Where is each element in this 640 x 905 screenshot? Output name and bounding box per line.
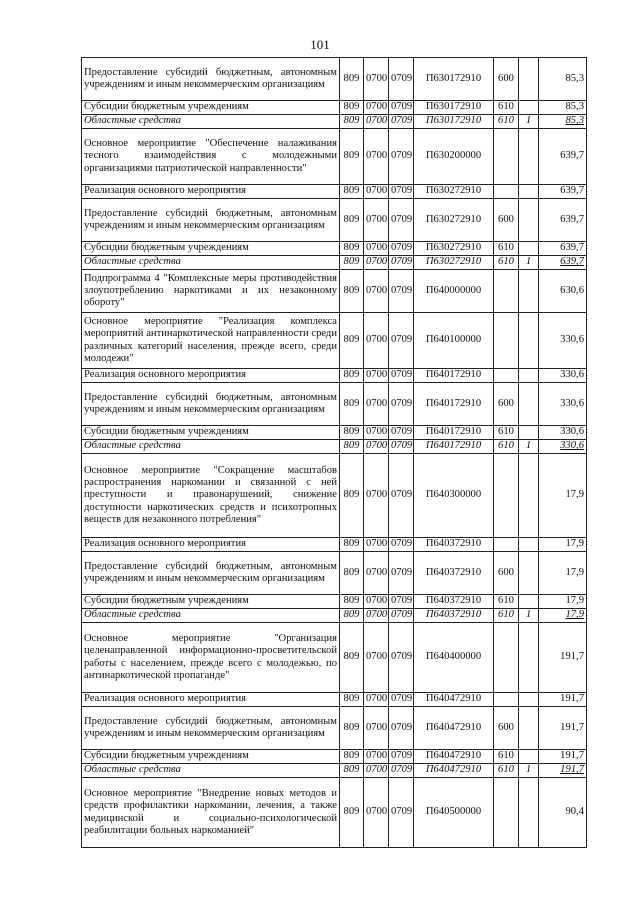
target-article-code: П640400000 — [414, 623, 494, 693]
section-code: 0700 — [364, 778, 389, 848]
section-code: 0700 — [364, 764, 389, 778]
row-name: Субсидии бюджетным учреждениям — [82, 101, 340, 115]
section-code: 0700 — [364, 693, 389, 707]
row-name: Основное мероприятие "Обеспечение налаживания тесного взаимодействия с молодежными организациями патриотической направленности" — [82, 129, 340, 185]
amount: 630,6 — [539, 270, 587, 313]
amount: 191,7 — [539, 707, 587, 750]
row-name: Субсидии бюджетным учреждениям — [82, 242, 340, 256]
amount: 90,4 — [539, 778, 587, 848]
ved-code: 809 — [340, 538, 364, 552]
target-article-code: П640372910 — [414, 609, 494, 623]
subsection-code: 0709 — [389, 623, 414, 693]
row-name: Основное мероприятие "Реализация комплекса мероприятий антинаркотической направленности среди различных категорий населения, прежде всего, среди молодежи" — [82, 313, 340, 369]
subsection-code: 0709 — [389, 750, 414, 764]
ved-code: 809 — [340, 778, 364, 848]
table-row — [82, 426, 587, 440]
ved-code: 809 — [340, 454, 364, 538]
table-row — [82, 552, 587, 595]
section-code: 0700 — [364, 623, 389, 693]
ved-code: 809 — [340, 199, 364, 242]
target-article-code: П630200000 — [414, 129, 494, 185]
ved-code: 809 — [340, 369, 364, 383]
row-name: Реализация основного мероприятия — [82, 185, 340, 199]
funding-source-code — [519, 595, 539, 609]
ved-code: 809 — [340, 693, 364, 707]
target-article-code: П630172910 — [414, 101, 494, 115]
section-code: 0700 — [364, 609, 389, 623]
amount: 639,7 — [539, 256, 587, 270]
funding-source-code: 1 — [519, 764, 539, 778]
section-code: 0700 — [364, 242, 389, 256]
target-article-code: П640172910 — [414, 440, 494, 454]
row-name: Областные средства — [82, 609, 340, 623]
row-name: Предоставление субсидий бюджетным, автономным учреждениям и иным некоммерческим организациям — [82, 58, 340, 101]
ved-code: 809 — [340, 256, 364, 270]
ved-code: 809 — [340, 383, 364, 426]
row-name: Реализация основного мероприятия — [82, 538, 340, 552]
section-code: 0700 — [364, 595, 389, 609]
ved-code: 809 — [340, 707, 364, 750]
expense-type-code — [494, 270, 519, 313]
amount: 639,7 — [539, 129, 587, 185]
table-row — [82, 101, 587, 115]
row-name: Предоставление субсидий бюджетным, автономным учреждениям и иным некоммерческим организациям — [82, 552, 340, 595]
row-name: Областные средства — [82, 764, 340, 778]
row-name: Субсидии бюджетным учреждениям — [82, 595, 340, 609]
funding-source-code: 1 — [519, 115, 539, 129]
expense-type-code: 610 — [494, 256, 519, 270]
amount: 17,9 — [539, 538, 587, 552]
funding-source-code — [519, 270, 539, 313]
section-code: 0700 — [364, 538, 389, 552]
subsection-code: 0709 — [389, 609, 414, 623]
row-name: Предоставление субсидий бюджетным, автономным учреждениям и иным некоммерческим организациям — [82, 707, 340, 750]
expense-type-code: 600 — [494, 199, 519, 242]
funding-source-code — [519, 369, 539, 383]
subsection-code: 0709 — [389, 552, 414, 595]
section-code: 0700 — [364, 383, 389, 426]
target-article-code: П640472910 — [414, 764, 494, 778]
expense-type-code: 610 — [494, 764, 519, 778]
subsection-code: 0709 — [389, 383, 414, 426]
section-code: 0700 — [364, 426, 389, 440]
expense-type-code — [494, 693, 519, 707]
subsection-code: 0709 — [389, 115, 414, 129]
subsection-code: 0709 — [389, 129, 414, 185]
ved-code: 809 — [340, 242, 364, 256]
funding-source-code — [519, 185, 539, 199]
ved-code: 809 — [340, 552, 364, 595]
target-article-code: П640372910 — [414, 552, 494, 595]
row-name: Предоставление субсидий бюджетным, автономным учреждениям и иным некоммерческим организациям — [82, 383, 340, 426]
funding-source-code — [519, 129, 539, 185]
subsection-code: 0709 — [389, 454, 414, 538]
amount: 191,7 — [539, 750, 587, 764]
target-article-code: П640000000 — [414, 270, 494, 313]
subsection-code: 0709 — [389, 440, 414, 454]
amount: 191,7 — [539, 764, 587, 778]
ved-code: 809 — [340, 270, 364, 313]
amount: 639,7 — [539, 199, 587, 242]
table-row — [82, 313, 587, 369]
target-article-code: П640100000 — [414, 313, 494, 369]
row-name: Основное мероприятие "Сокращение масштабов распространения наркомании и связанной с ней преступности и правонарушений, снижение доступности наркотических средств и психотропных веществ для незаконного потребления" — [82, 454, 340, 538]
ved-code: 809 — [340, 595, 364, 609]
expense-type-code — [494, 185, 519, 199]
target-article-code: П630272910 — [414, 185, 494, 199]
row-name: Областные средства — [82, 440, 340, 454]
ved-code: 809 — [340, 101, 364, 115]
funding-source-code — [519, 693, 539, 707]
subsection-code: 0709 — [389, 242, 414, 256]
table-row — [82, 58, 587, 101]
amount: 191,7 — [539, 693, 587, 707]
section-code: 0700 — [364, 129, 389, 185]
section-code: 0700 — [364, 552, 389, 595]
table-row — [82, 707, 587, 750]
ved-code: 809 — [340, 129, 364, 185]
amount: 639,7 — [539, 185, 587, 199]
target-article-code: П640300000 — [414, 454, 494, 538]
table-row — [82, 609, 587, 623]
row-name: Реализация основного мероприятия — [82, 369, 340, 383]
ved-code: 809 — [340, 623, 364, 693]
subsection-code: 0709 — [389, 101, 414, 115]
funding-source-code — [519, 552, 539, 595]
section-code: 0700 — [364, 101, 389, 115]
funding-source-code — [519, 58, 539, 101]
expense-type-code — [494, 778, 519, 848]
funding-source-code — [519, 313, 539, 369]
amount: 330,6 — [539, 440, 587, 454]
amount: 85,3 — [539, 101, 587, 115]
subsection-code: 0709 — [389, 426, 414, 440]
section-code: 0700 — [364, 313, 389, 369]
amount: 330,6 — [539, 313, 587, 369]
target-article-code: П640500000 — [414, 778, 494, 848]
funding-source-code: 1 — [519, 440, 539, 454]
section-code: 0700 — [364, 270, 389, 313]
expense-type-code — [494, 623, 519, 693]
table-row — [82, 693, 587, 707]
section-code: 0700 — [364, 256, 389, 270]
funding-source-code — [519, 750, 539, 764]
amount: 330,6 — [539, 383, 587, 426]
table-row — [82, 115, 587, 129]
table-row — [82, 242, 587, 256]
amount: 17,9 — [539, 454, 587, 538]
table-row — [82, 595, 587, 609]
table-row — [82, 383, 587, 426]
section-code: 0700 — [364, 440, 389, 454]
funding-source-code — [519, 454, 539, 538]
expense-type-code: 610 — [494, 426, 519, 440]
section-code: 0700 — [364, 115, 389, 129]
subsection-code: 0709 — [389, 256, 414, 270]
row-name: Субсидии бюджетным учреждениям — [82, 750, 340, 764]
row-name: Областные средства — [82, 115, 340, 129]
table-row — [82, 129, 587, 185]
section-code: 0700 — [364, 707, 389, 750]
expense-type-code — [494, 313, 519, 369]
expense-type-code: 610 — [494, 750, 519, 764]
ved-code: 809 — [340, 115, 364, 129]
subsection-code: 0709 — [389, 58, 414, 101]
table-row — [82, 256, 587, 270]
target-article-code: П640472910 — [414, 707, 494, 750]
target-article-code: П630172910 — [414, 58, 494, 101]
row-name: Основное мероприятие "Внедрение новых методов и средств профилактики наркомании, лечения, а также медицинской и социально-психологической реабилитации больных наркоманией" — [82, 778, 340, 848]
expense-type-code: 610 — [494, 595, 519, 609]
target-article-code: П640372910 — [414, 595, 494, 609]
table-row — [82, 778, 587, 848]
expense-type-code — [494, 538, 519, 552]
table-row — [82, 270, 587, 313]
amount: 191,7 — [539, 623, 587, 693]
expense-type-code: 600 — [494, 383, 519, 426]
target-article-code: П630272910 — [414, 199, 494, 242]
table-row — [82, 750, 587, 764]
funding-source-code — [519, 778, 539, 848]
amount: 639,7 — [539, 242, 587, 256]
row-name: Предоставление субсидий бюджетным, автономным учреждениям и иным некоммерческим организациям — [82, 199, 340, 242]
subsection-code: 0709 — [389, 595, 414, 609]
funding-source-code: 1 — [519, 256, 539, 270]
table-row — [82, 185, 587, 199]
target-article-code: П640472910 — [414, 693, 494, 707]
amount: 85,3 — [539, 115, 587, 129]
ved-code: 809 — [340, 609, 364, 623]
ved-code: 809 — [340, 426, 364, 440]
target-article-code: П630172910 — [414, 115, 494, 129]
amount: 17,9 — [539, 609, 587, 623]
section-code: 0700 — [364, 185, 389, 199]
row-name: Реализация основного мероприятия — [82, 693, 340, 707]
amount: 330,6 — [539, 369, 587, 383]
budget-table — [81, 57, 587, 848]
section-code: 0700 — [364, 750, 389, 764]
section-code: 0700 — [364, 454, 389, 538]
subsection-code: 0709 — [389, 693, 414, 707]
target-article-code: П640172910 — [414, 426, 494, 440]
subsection-code: 0709 — [389, 199, 414, 242]
funding-source-code — [519, 101, 539, 115]
expense-type-code: 610 — [494, 609, 519, 623]
target-article-code: П630272910 — [414, 242, 494, 256]
amount: 85,3 — [539, 58, 587, 101]
funding-source-code — [519, 538, 539, 552]
table-row — [82, 199, 587, 242]
expense-type-code: 610 — [494, 440, 519, 454]
target-article-code: П640472910 — [414, 750, 494, 764]
expense-type-code: 600 — [494, 58, 519, 101]
funding-source-code — [519, 199, 539, 242]
row-name: Подпрограмма 4 "Комплексные меры противодействия злоупотреблению наркотиками и их незаконному обороту" — [82, 270, 340, 313]
ved-code: 809 — [340, 750, 364, 764]
table-row — [82, 440, 587, 454]
page-number: 101 — [310, 37, 330, 52]
expense-type-code — [494, 369, 519, 383]
ved-code: 809 — [340, 185, 364, 199]
subsection-code: 0709 — [389, 778, 414, 848]
amount: 17,9 — [539, 595, 587, 609]
funding-source-code — [519, 426, 539, 440]
table-row — [82, 454, 587, 538]
ved-code: 809 — [340, 764, 364, 778]
subsection-code: 0709 — [389, 270, 414, 313]
section-code: 0700 — [364, 199, 389, 242]
section-code: 0700 — [364, 58, 389, 101]
table-row — [82, 369, 587, 383]
row-name: Областные средства — [82, 256, 340, 270]
subsection-code: 0709 — [389, 369, 414, 383]
expense-type-code — [494, 129, 519, 185]
expense-type-code — [494, 454, 519, 538]
target-article-code: П640172910 — [414, 369, 494, 383]
ved-code: 809 — [340, 313, 364, 369]
subsection-code: 0709 — [389, 764, 414, 778]
target-article-code: П640172910 — [414, 383, 494, 426]
expense-type-code: 610 — [494, 242, 519, 256]
subsection-code: 0709 — [389, 707, 414, 750]
row-name: Основное мероприятие "Организация целенаправленной информационно-просветительской работы с населением, прежде всего с молодежью, по антинаркотической пропаганде" — [82, 623, 340, 693]
funding-source-code: 1 — [519, 609, 539, 623]
ved-code: 809 — [340, 440, 364, 454]
funding-source-code — [519, 623, 539, 693]
expense-type-code: 600 — [494, 707, 519, 750]
expense-type-code: 600 — [494, 552, 519, 595]
target-article-code: П630272910 — [414, 256, 494, 270]
ved-code: 809 — [340, 58, 364, 101]
subsection-code: 0709 — [389, 313, 414, 369]
amount: 330,6 — [539, 426, 587, 440]
row-name: Субсидии бюджетным учреждениям — [82, 426, 340, 440]
subsection-code: 0709 — [389, 185, 414, 199]
table-row — [82, 538, 587, 552]
table-row — [82, 764, 587, 778]
amount: 17,9 — [539, 552, 587, 595]
funding-source-code — [519, 242, 539, 256]
section-code: 0700 — [364, 369, 389, 383]
funding-source-code — [519, 383, 539, 426]
table-row — [82, 623, 587, 693]
target-article-code: П640372910 — [414, 538, 494, 552]
subsection-code: 0709 — [389, 538, 414, 552]
expense-type-code: 610 — [494, 101, 519, 115]
funding-source-code — [519, 707, 539, 750]
expense-type-code: 610 — [494, 115, 519, 129]
